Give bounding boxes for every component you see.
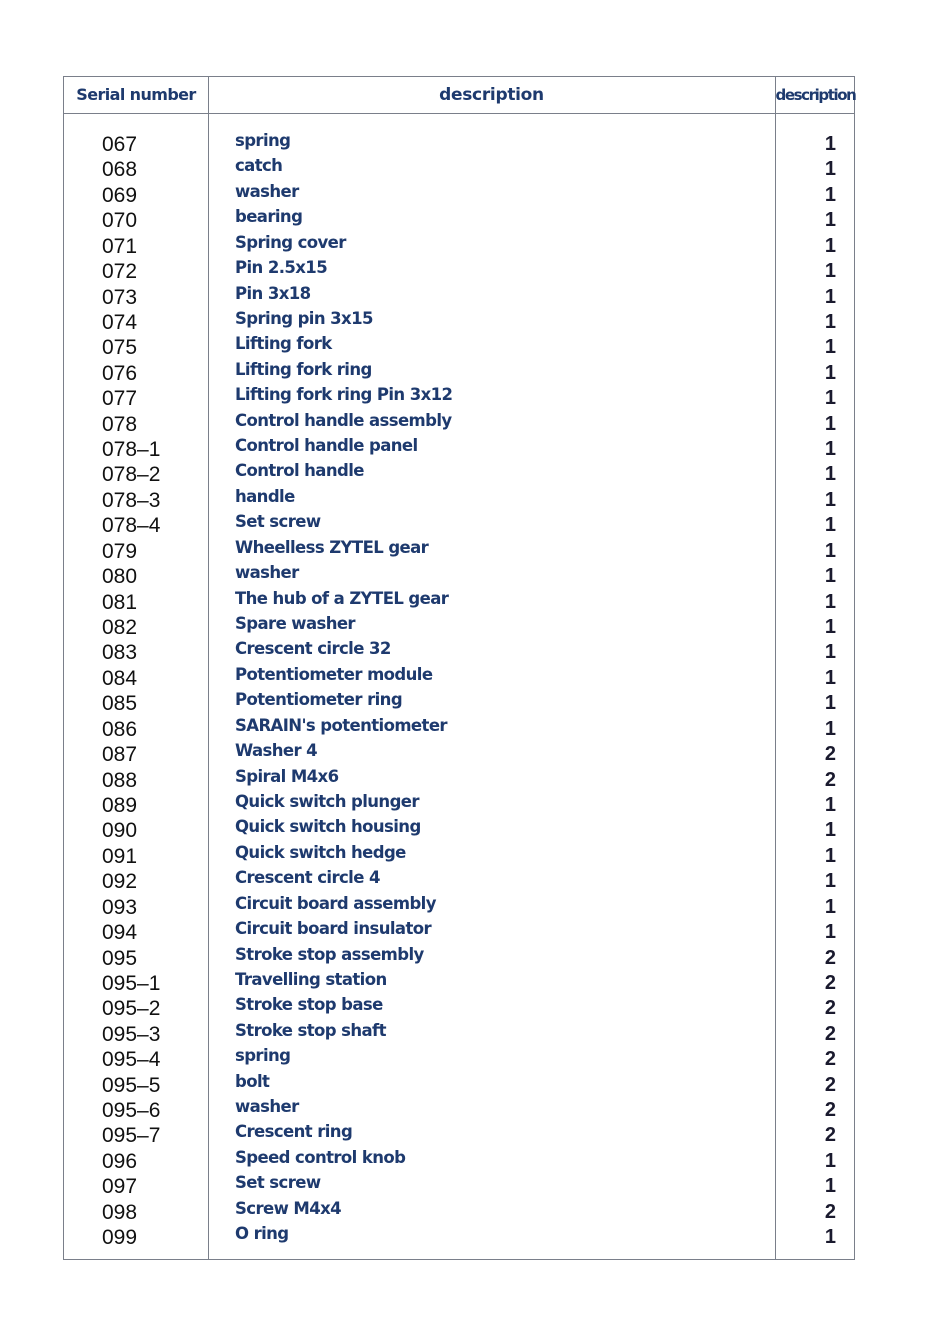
description-cell: bolt bbox=[235, 1071, 270, 1091]
quantity-cell: 1 bbox=[824, 310, 836, 333]
serial-number-cell: 086 bbox=[102, 717, 138, 741]
description-cell: Crescent circle 32 bbox=[235, 639, 391, 659]
table-row bbox=[64, 691, 854, 716]
table-row bbox=[64, 157, 854, 182]
serial-number-cell: 067 bbox=[102, 133, 138, 156]
quantity-cell: 1 bbox=[824, 336, 836, 359]
description-cell: Quick switch hedge bbox=[235, 842, 406, 862]
description-cell: Spring pin 3x15 bbox=[235, 308, 373, 328]
description-cell: Potentiometer ring bbox=[235, 690, 403, 710]
quantity-cell: 1 bbox=[824, 1175, 836, 1198]
serial-number-cell: 095–7 bbox=[102, 1124, 161, 1148]
table-row bbox=[64, 462, 854, 487]
quantity-cell: 1 bbox=[824, 717, 836, 740]
table-row bbox=[64, 1225, 854, 1250]
quantity-cell: 1 bbox=[824, 438, 836, 461]
description-cell: Quick switch plunger bbox=[235, 791, 419, 811]
header-description: description bbox=[439, 85, 544, 105]
description-cell: bearing bbox=[235, 207, 303, 227]
serial-number-cell: 095–3 bbox=[102, 1022, 161, 1046]
table-row bbox=[64, 1174, 854, 1199]
quantity-cell: 1 bbox=[824, 844, 836, 867]
serial-number-cell: 096 bbox=[102, 1149, 138, 1173]
description-cell: Travelling station bbox=[235, 969, 387, 989]
table-row bbox=[64, 793, 854, 818]
table-row bbox=[64, 1123, 854, 1148]
serial-number-cell: 072 bbox=[102, 260, 138, 284]
quantity-cell: 1 bbox=[824, 565, 836, 588]
serial-number-cell: 095–5 bbox=[102, 1073, 161, 1097]
serial-number-cell: 068 bbox=[102, 158, 138, 182]
table-row bbox=[64, 234, 854, 259]
table-row bbox=[64, 361, 854, 386]
serial-number-cell: 095–4 bbox=[102, 1048, 161, 1072]
serial-number-cell: 075 bbox=[102, 336, 138, 360]
serial-number-cell: 076 bbox=[102, 361, 138, 385]
serial-number-cell: 090 bbox=[102, 819, 138, 843]
table-row bbox=[64, 386, 854, 411]
table-row bbox=[64, 844, 854, 869]
table-row bbox=[64, 1047, 854, 1072]
serial-number-cell: 078–3 bbox=[102, 488, 161, 512]
serial-number-cell: 078–1 bbox=[102, 438, 161, 462]
quantity-cell: 1 bbox=[824, 870, 836, 893]
description-cell: Lifting fork bbox=[235, 334, 332, 354]
serial-number-cell: 069 bbox=[102, 183, 138, 207]
description-cell: Potentiometer module bbox=[235, 664, 433, 684]
description-cell: Control handle bbox=[235, 461, 364, 481]
quantity-cell: 2 bbox=[824, 1048, 836, 1071]
description-cell: O ring bbox=[235, 1224, 289, 1244]
serial-number-cell: 082 bbox=[102, 616, 138, 640]
description-cell: Circuit board assembly bbox=[235, 893, 436, 913]
quantity-cell: 1 bbox=[824, 234, 836, 257]
quantity-cell: 2 bbox=[824, 1124, 836, 1147]
serial-number-cell: 071 bbox=[102, 234, 138, 258]
serial-number-cell: 095–1 bbox=[102, 971, 161, 995]
quantity-cell: 1 bbox=[824, 209, 836, 232]
description-cell: catch bbox=[235, 156, 283, 176]
table-row bbox=[64, 310, 854, 335]
serial-number-cell: 078 bbox=[102, 412, 138, 436]
description-cell: washer bbox=[235, 181, 299, 201]
parts-table bbox=[63, 76, 855, 1260]
table-row bbox=[64, 488, 854, 513]
serial-number-cell: 077 bbox=[102, 387, 138, 411]
description-cell: spring bbox=[235, 131, 291, 150]
serial-number-cell: 085 bbox=[102, 692, 138, 716]
serial-number-cell: 094 bbox=[102, 921, 138, 945]
header-serial-number: Serial number bbox=[76, 85, 196, 104]
serial-number-cell: 079 bbox=[102, 539, 138, 563]
serial-number-cell: 091 bbox=[102, 844, 138, 868]
serial-number-cell: 083 bbox=[102, 641, 138, 665]
description-cell: Circuit board insulator bbox=[235, 919, 432, 939]
table-row bbox=[64, 208, 854, 233]
description-cell: washer bbox=[235, 1097, 299, 1117]
description-cell: Washer 4 bbox=[235, 741, 318, 761]
quantity-cell: 1 bbox=[824, 133, 836, 155]
table-row bbox=[64, 590, 854, 615]
description-cell: Set screw bbox=[235, 1173, 321, 1193]
quantity-cell: 2 bbox=[824, 1099, 836, 1122]
description-cell: Stroke stop assembly bbox=[235, 944, 424, 964]
serial-number-cell: 095–6 bbox=[102, 1099, 161, 1123]
serial-number-cell: 080 bbox=[102, 565, 138, 589]
table-row bbox=[64, 1073, 854, 1098]
quantity-cell: 1 bbox=[824, 361, 836, 384]
quantity-cell: 1 bbox=[824, 819, 836, 842]
table-row bbox=[64, 539, 854, 564]
serial-number-cell: 095–2 bbox=[102, 997, 161, 1021]
description-cell: Wheelless ZYTEL gear bbox=[235, 537, 429, 557]
description-cell: Pin 3x18 bbox=[235, 283, 311, 303]
description-cell: Crescent ring bbox=[235, 1122, 353, 1142]
table-row bbox=[64, 717, 854, 742]
description-cell: Spiral M4x6 bbox=[235, 766, 339, 786]
quantity-cell: 1 bbox=[824, 463, 836, 486]
table-row bbox=[64, 259, 854, 284]
serial-number-cell: 089 bbox=[102, 793, 138, 817]
quantity-cell: 1 bbox=[824, 260, 836, 283]
table-row bbox=[64, 818, 854, 843]
description-cell: Spring cover bbox=[235, 232, 346, 252]
serial-number-cell: 073 bbox=[102, 285, 138, 309]
description-cell: Control handle panel bbox=[235, 436, 418, 456]
table-body bbox=[64, 132, 854, 1251]
quantity-cell: 1 bbox=[824, 285, 836, 308]
table-row bbox=[64, 996, 854, 1021]
table-row bbox=[64, 946, 854, 971]
quantity-cell: 2 bbox=[824, 743, 836, 766]
table-row bbox=[64, 132, 854, 157]
serial-number-cell: 087 bbox=[102, 743, 138, 767]
description-cell: Stroke stop base bbox=[235, 995, 383, 1015]
table-row bbox=[64, 920, 854, 945]
quantity-cell: 1 bbox=[824, 539, 836, 562]
table-row bbox=[64, 640, 854, 665]
table-row bbox=[64, 869, 854, 894]
description-cell: Set screw bbox=[235, 512, 321, 532]
quantity-cell: 2 bbox=[824, 1200, 836, 1223]
table-row bbox=[64, 768, 854, 793]
table-row bbox=[64, 1022, 854, 1047]
table-row bbox=[64, 412, 854, 437]
description-cell: Lifting fork ring Pin 3x12 bbox=[235, 385, 453, 405]
quantity-cell: 1 bbox=[824, 158, 836, 181]
description-cell: Spare washer bbox=[235, 614, 355, 634]
header-quantity: description bbox=[775, 86, 856, 104]
table-row bbox=[64, 742, 854, 767]
table-row bbox=[64, 335, 854, 360]
quantity-cell: 1 bbox=[824, 895, 836, 918]
quantity-cell: 1 bbox=[824, 514, 836, 537]
table-row bbox=[64, 513, 854, 538]
quantity-cell: 1 bbox=[824, 387, 836, 410]
quantity-cell: 1 bbox=[824, 488, 836, 511]
description-cell: Control handle assembly bbox=[235, 410, 452, 430]
table-row bbox=[64, 1149, 854, 1174]
description-cell: Screw M4x4 bbox=[235, 1198, 342, 1218]
quantity-cell: 1 bbox=[824, 692, 836, 715]
table-row bbox=[64, 1098, 854, 1123]
quantity-cell: 1 bbox=[824, 793, 836, 816]
header-divider bbox=[64, 113, 854, 114]
serial-number-cell: 074 bbox=[102, 310, 138, 334]
description-cell: SARAIN's potentiometer bbox=[235, 715, 447, 735]
quantity-cell: 1 bbox=[824, 1149, 836, 1172]
table-row bbox=[64, 615, 854, 640]
quantity-cell: 2 bbox=[824, 768, 836, 791]
quantity-cell: 1 bbox=[824, 590, 836, 613]
serial-number-cell: 084 bbox=[102, 666, 138, 690]
quantity-cell: 2 bbox=[824, 971, 836, 994]
quantity-cell: 1 bbox=[824, 183, 836, 206]
table-row bbox=[64, 285, 854, 310]
description-cell: Stroke stop shaft bbox=[235, 1020, 386, 1040]
table-row bbox=[64, 895, 854, 920]
quantity-cell: 2 bbox=[824, 946, 836, 969]
description-cell: handle bbox=[235, 486, 295, 506]
table-row bbox=[64, 183, 854, 208]
table-row bbox=[64, 564, 854, 589]
description-cell: washer bbox=[235, 563, 299, 583]
quantity-cell: 1 bbox=[824, 921, 836, 944]
serial-number-cell: 097 bbox=[102, 1175, 138, 1199]
description-cell: Crescent circle 4 bbox=[235, 868, 380, 888]
description-cell: The hub of a ZYTEL gear bbox=[235, 588, 449, 608]
quantity-cell: 1 bbox=[824, 666, 836, 689]
serial-number-cell: 092 bbox=[102, 870, 138, 894]
quantity-cell: 2 bbox=[824, 1073, 836, 1096]
description-cell: Speed control knob bbox=[235, 1147, 406, 1167]
description-cell: Quick switch housing bbox=[235, 817, 421, 837]
serial-number-cell: 078–4 bbox=[102, 514, 161, 538]
quantity-cell: 1 bbox=[824, 412, 836, 435]
serial-number-cell: 099 bbox=[102, 1226, 138, 1250]
serial-number-cell: 078–2 bbox=[102, 463, 161, 487]
quantity-cell: 1 bbox=[824, 616, 836, 639]
serial-number-cell: 095 bbox=[102, 946, 138, 970]
description-cell: spring bbox=[235, 1046, 291, 1066]
serial-number-cell: 088 bbox=[102, 768, 138, 792]
table-row bbox=[64, 437, 854, 462]
quantity-cell: 2 bbox=[824, 1022, 836, 1045]
quantity-cell: 1 bbox=[824, 641, 836, 664]
serial-number-cell: 081 bbox=[102, 590, 138, 614]
description-cell: Pin 2.5x15 bbox=[235, 258, 328, 278]
description-cell: Lifting fork ring bbox=[235, 359, 372, 379]
serial-number-cell: 070 bbox=[102, 209, 138, 233]
table-row bbox=[64, 666, 854, 691]
table-row bbox=[64, 971, 854, 996]
serial-number-cell: 093 bbox=[102, 895, 138, 919]
quantity-cell: 2 bbox=[824, 997, 836, 1020]
table-row bbox=[64, 1200, 854, 1225]
quantity-cell: 1 bbox=[824, 1226, 836, 1249]
serial-number-cell: 098 bbox=[102, 1200, 138, 1224]
